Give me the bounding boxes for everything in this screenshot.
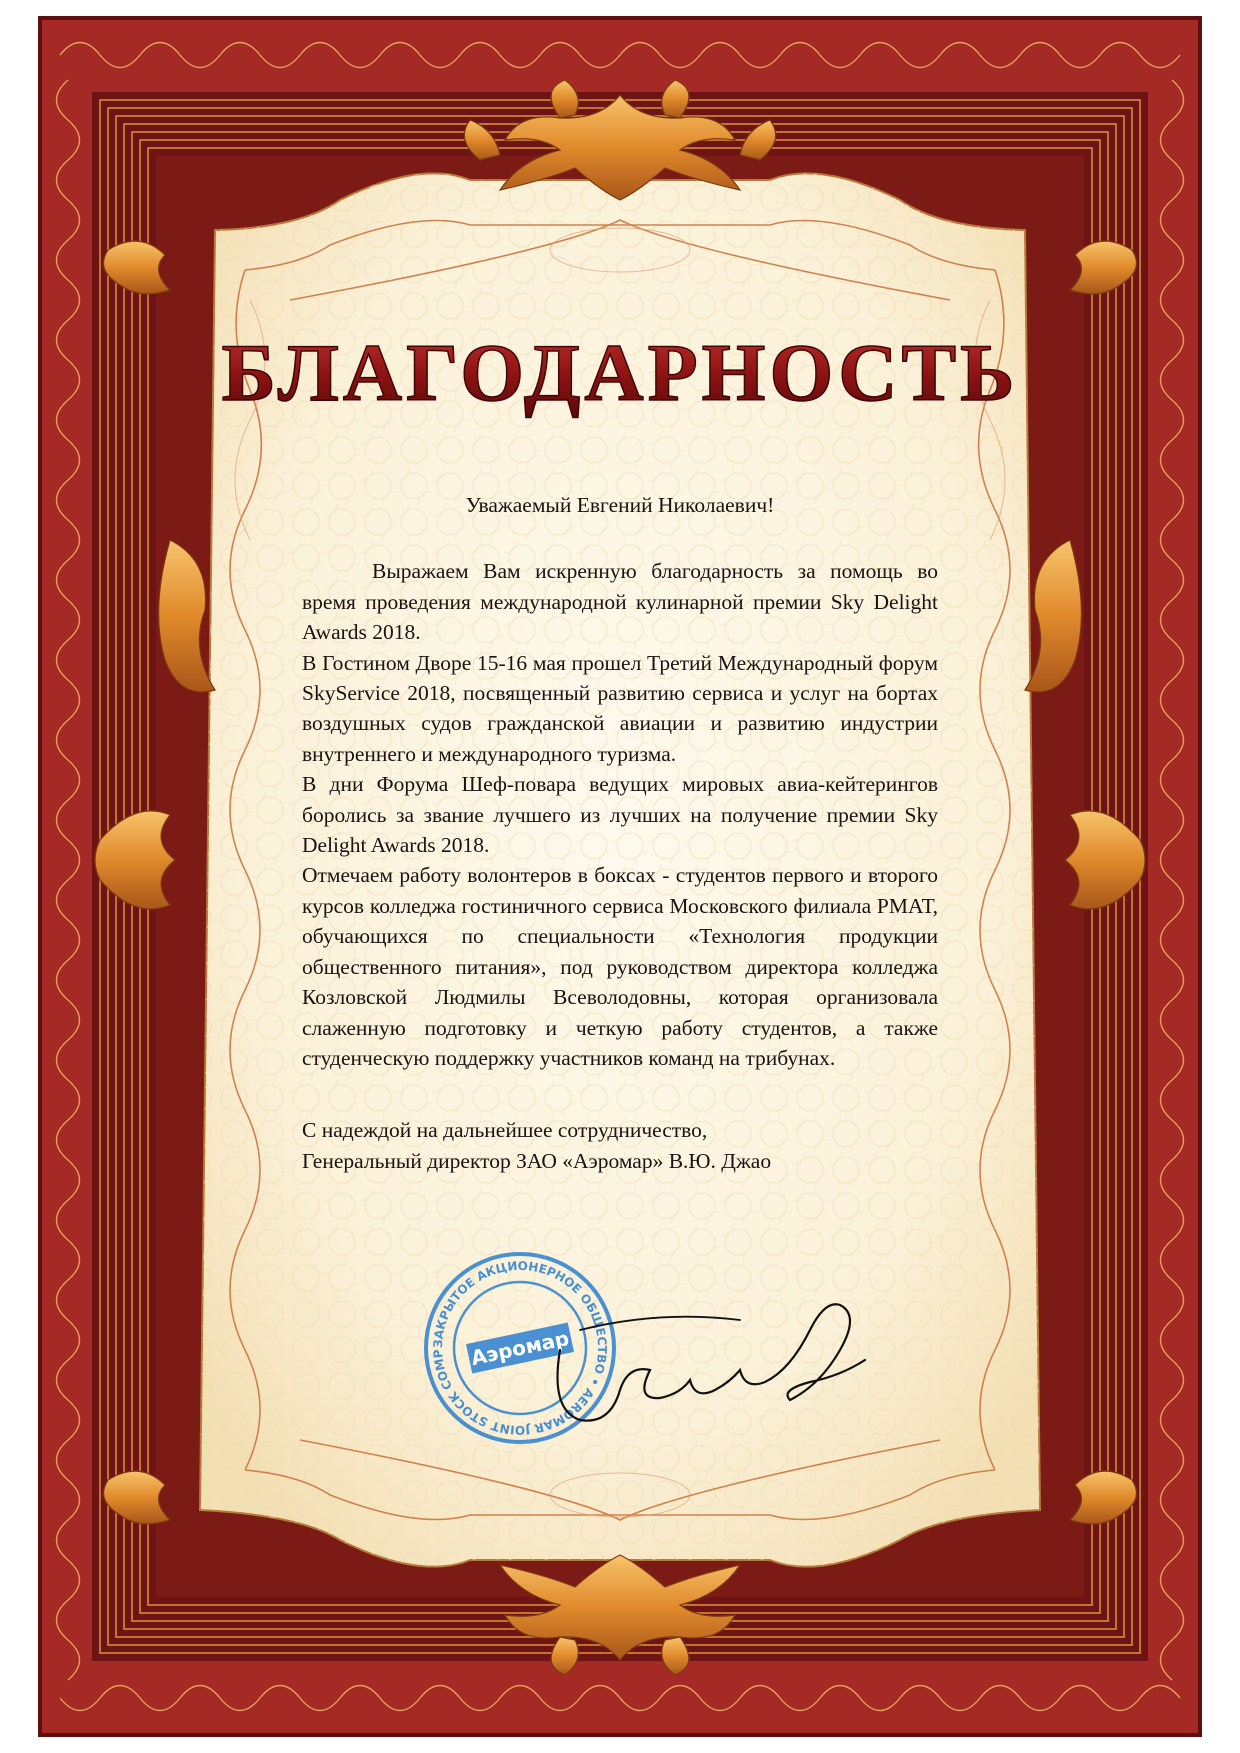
certificate-heading: БЛАГОДАРНОСТЬ (221, 327, 1019, 418)
greeting: Уважаемый Евгений Николаевич! (465, 493, 775, 517)
closing-block (302, 1115, 938, 1176)
signature (540, 1290, 870, 1440)
seal-logo-text: Аэромар (468, 1325, 572, 1371)
signatory-line: Генеральный директор ЗАО «Аэромар» В.Ю. Джао (302, 1148, 772, 1173)
seal-ring-text: ЗАКРЫТОЕ АКЦИОНЕРНОЕ ОБЩЕСТВО • AEROMAR JOINT STOCK COMP (430, 1258, 610, 1438)
paragraph: В дни Форума Шеф-повара ведущих мировых авиа-кейтерингов боролись за звание лучшего из лучших на получение премии Sky Delight Awards 2018. (302, 772, 938, 858)
paragraph: Выражаем Вам искренную благодарность за помощь во время проведения международной кулинарной премии Sky Delight Awards 2018. (302, 559, 938, 645)
paragraph: Отмечаем работу волонтеров в боксах - студентов первого и второго курсов колледжа гостиничного сервиса Московского филиала РМАТ, обучающихся по специальности «Технология продукции общественного питания», под руководством директора колледжа Козловской Людмилы Всеволодовны, которая организовала слаженную подготовку и четкую работу студентов, а также студенческую поддержку участников команд на трибунах. (302, 863, 938, 1070)
closing-line: С надеждой на дальнейшее сотрудничество, (302, 1118, 708, 1143)
paragraph: В Гостином Дворе 15-16 мая прошел Третий Международный форум SkyService 2018, посвященный развитию сервиса и услуг на бортах воздушных судов гражданской авиации и развитию индустрии внутреннего и международного туризма. (302, 650, 938, 766)
letter-body (302, 490, 938, 1176)
